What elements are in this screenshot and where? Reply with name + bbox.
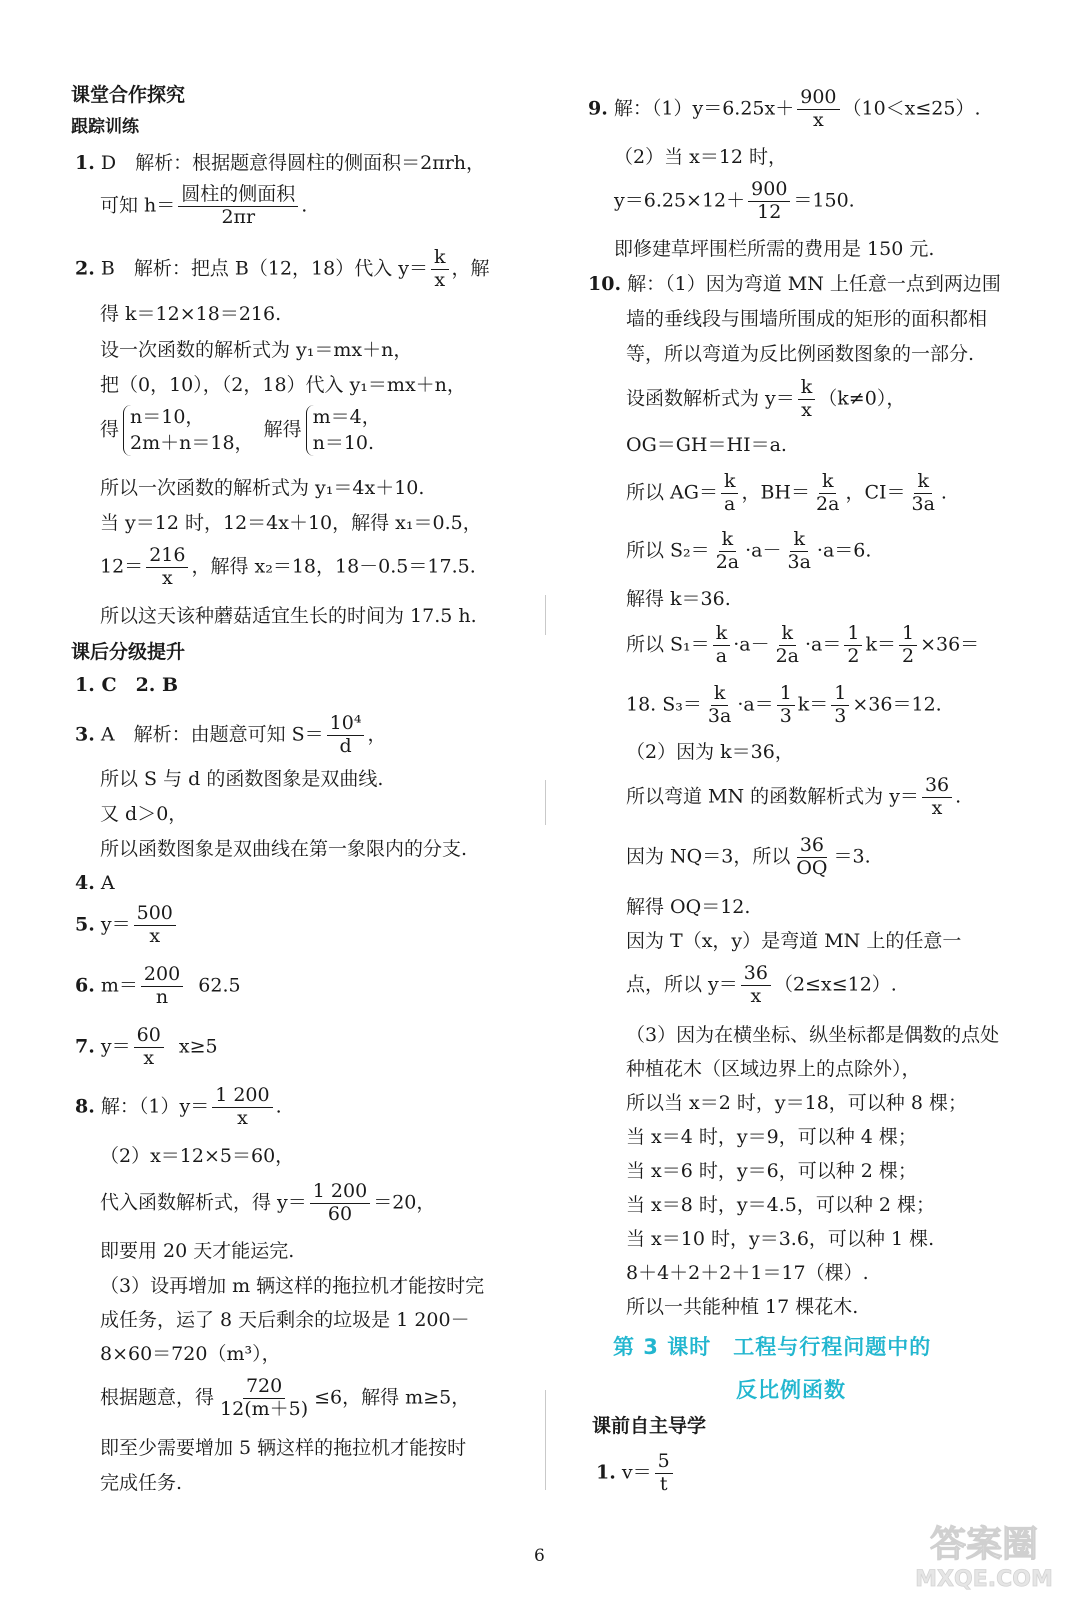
equation: m＝4， <box>312 406 381 428</box>
section-heading-pre-class: 课前自主导学 <box>592 1415 707 1437</box>
text: （10＜x≤25）. <box>842 97 981 120</box>
answer-7 <box>75 1026 218 1069</box>
text: ＝20， <box>373 1191 436 1214</box>
denominator: x <box>750 984 762 1007</box>
denominator: 3a <box>911 492 935 515</box>
answer-10-line19: 所以当 x＝2 时，y＝18，可以种 8 棵； <box>626 1092 967 1114</box>
answer-number: 8. <box>75 1095 95 1118</box>
denominator: x <box>434 268 446 291</box>
answer-2-line10: 所以这天该种蘑菇适宜生长的时间为 17.5 h. <box>100 605 477 627</box>
text: ，CI＝ <box>845 481 906 504</box>
denominator: x <box>143 1046 155 1069</box>
numerator: k <box>779 624 797 646</box>
text: . <box>955 785 962 808</box>
answer-number: 7. <box>75 1035 95 1058</box>
answer-1b <box>596 1452 676 1495</box>
answer-8-line8 <box>100 1377 470 1420</box>
text: 所以 S₂＝ <box>626 539 710 562</box>
numerator: 1 200 <box>212 1086 272 1108</box>
answer-number: 2. <box>75 257 95 280</box>
denominator: x <box>931 796 943 819</box>
answer-10-line15: 因为 T（x，y）是弯道 MN 上的任意一 <box>626 930 962 952</box>
answer-10-line17: （3）因为在横坐标、纵坐标都是偶数的点处 <box>626 1024 1000 1046</box>
fraction <box>310 1182 370 1225</box>
text: ，解 <box>451 257 490 280</box>
fraction <box>721 472 739 515</box>
fraction <box>327 714 365 757</box>
fraction <box>831 684 849 727</box>
fraction <box>922 776 952 819</box>
numerator: 5 <box>655 1452 673 1474</box>
answer-10-line16 <box>626 964 897 1007</box>
answer-10-line18: 种植花木（区域边界上的点除外）， <box>626 1058 921 1080</box>
fraction <box>178 185 298 228</box>
equation: n＝10. <box>312 431 375 454</box>
text: ·a＝ <box>737 693 774 716</box>
text: ·a－ <box>733 633 770 656</box>
denominator: 2 <box>847 644 860 667</box>
numerator: 10⁴ <box>327 714 365 736</box>
answer-8-line4: 即要用 20 天才能运完. <box>100 1240 295 1262</box>
answer-10-line5: OG＝GH＝HI＝a. <box>626 434 787 456</box>
fraction <box>134 904 176 947</box>
text: 解：（1）y＝ <box>100 1095 210 1118</box>
answer-10-line6 <box>626 472 947 515</box>
answer-10-line2: 墙的垂线段与围墙所围成的矩形的面积都相 <box>626 308 988 330</box>
answer-10-line24: 8＋4＋2＋2＋1＝17（棵）. <box>626 1262 869 1284</box>
answer-10-line22: 当 x＝8 时，y＝4.5，可以种 2 棵； <box>626 1194 936 1216</box>
denominator: 12(m＋5) <box>220 1397 309 1420</box>
fraction <box>212 1086 272 1129</box>
denominator: 60 <box>327 1202 353 1225</box>
numerator: k <box>798 378 816 400</box>
answer-8-line1 <box>75 1086 282 1129</box>
answer-1-line2 <box>100 185 307 228</box>
answer-number: 9. <box>588 97 608 120</box>
lesson-title-line2: 反比例函数 <box>736 1378 846 1402</box>
answer-10-line20: 当 x＝4 时，y＝9，可以种 4 棵； <box>626 1126 917 1148</box>
section-heading-after-class: 课后分级提升 <box>71 641 186 663</box>
fraction <box>431 248 449 291</box>
section-heading-classroom: 课堂合作探究 <box>71 84 186 106</box>
answer-5 <box>75 904 179 947</box>
text: A 解析：由题意可知 S＝ <box>100 723 324 746</box>
answer-3-line2: 所以 S 与 d 的函数图象是双曲线. <box>100 768 384 790</box>
page-number: 6 <box>534 1546 545 1566</box>
numerator: k <box>431 248 449 270</box>
answer-10-line8: 解得 k＝36. <box>626 588 731 610</box>
text: ≤6，解得 m≥5， <box>314 1386 471 1409</box>
text: 可知 h＝ <box>100 194 176 217</box>
fraction <box>134 1026 164 1069</box>
numerator: 36 <box>922 776 952 798</box>
text: 因为 NQ＝3，所以 <box>626 845 791 868</box>
numerator: k <box>719 530 737 552</box>
equation-system <box>306 405 381 456</box>
denominator: 2πr <box>221 205 256 228</box>
fraction <box>899 624 917 667</box>
watermark-sub: MXQE.COM <box>915 1567 1053 1592</box>
answer-8-line6: 成任务，运了 8 天后剩余的垃圾是 1 200－ <box>100 1309 470 1331</box>
numerator: 900 <box>797 88 839 110</box>
answer-3-line1 <box>75 714 386 757</box>
denominator: 12 <box>757 200 782 223</box>
text: y＝6.25×12＋ <box>614 189 746 212</box>
numerator: 圆柱的侧面积 <box>178 185 298 207</box>
answer-number: 5. <box>75 913 95 936</box>
text: 18. S₃＝ <box>626 693 702 716</box>
text: （k≠0）， <box>818 387 906 410</box>
answer-number: 1. <box>75 152 95 174</box>
answer-10-line11: （2）因为 k＝36， <box>626 741 794 763</box>
answer-number: 1. <box>596 1461 616 1484</box>
column-divider <box>545 780 546 825</box>
text: y＝ <box>100 1035 131 1058</box>
text: 设函数解析式为 y＝ <box>626 387 795 410</box>
denominator: a <box>715 644 728 667</box>
text: 所以 S₁＝ <box>626 633 710 656</box>
text: 代入函数解析式，得 y＝ <box>100 1191 307 1214</box>
fraction <box>813 472 842 515</box>
text: . <box>275 1095 282 1118</box>
answer-2-line1 <box>75 248 490 291</box>
fraction <box>655 1452 673 1495</box>
answer-8-line9: 即至少需要增加 5 辆这样的拖拉机才能按时 <box>100 1437 467 1459</box>
fraction <box>217 1377 311 1420</box>
numerator: k <box>713 624 731 646</box>
fraction <box>793 836 830 879</box>
text: ×36＝12. <box>852 693 942 716</box>
denominator: x <box>161 566 173 589</box>
denominator: 3a <box>707 704 732 727</box>
answer-3-line3: 又 d＞0， <box>100 803 188 825</box>
watermark-text: 答案圈 <box>929 1524 1039 1565</box>
answer-2-line4: 把（0，10），（2，18）代入 y₁＝mx＋n， <box>100 374 466 396</box>
text: x≥5 <box>178 1035 218 1058</box>
numerator: 36 <box>797 836 827 858</box>
fraction <box>713 624 731 667</box>
text: 解得 <box>263 418 302 441</box>
fraction <box>713 530 742 573</box>
text: 12＝ <box>100 555 144 578</box>
equation: n＝10， <box>130 406 205 428</box>
denominator: 3 <box>834 704 847 727</box>
numerator: k <box>914 472 932 494</box>
text: 得 <box>100 418 120 441</box>
denominator: x <box>149 924 161 947</box>
answer-10-line12 <box>626 776 961 819</box>
numerator: 200 <box>141 965 183 987</box>
text: 解：（1）y＝6.25x＋ <box>613 97 795 120</box>
fraction <box>773 624 802 667</box>
lesson-title-line1: 第 3 课时 工程与行程问题中的 <box>613 1335 932 1359</box>
denominator: n <box>155 985 169 1008</box>
denominator: 2a <box>816 492 840 515</box>
answer-10-line14: 解得 OQ＝12. <box>626 896 751 918</box>
answer-8-line7: 8×60＝720（m³）， <box>100 1343 281 1365</box>
answer-text: D 解析：根据题意得圆柱的侧面积＝2πrh， <box>100 152 486 174</box>
answer-10-line13 <box>626 836 871 879</box>
answer-10-line9 <box>626 624 979 667</box>
fraction <box>705 684 734 727</box>
answer-2-line7: 所以一次函数的解析式为 y₁＝4x＋10. <box>100 477 425 499</box>
text: ＝150. <box>793 189 855 212</box>
denominator: x <box>801 398 812 421</box>
numerator: 60 <box>134 1026 164 1048</box>
fraction <box>141 965 183 1008</box>
text: 62.5 <box>198 974 241 997</box>
answer-10-line23: 当 x＝10 时，y＝3.6，可以种 1 棵. <box>626 1228 935 1250</box>
denominator: a <box>724 492 736 515</box>
denominator: d <box>339 734 352 757</box>
answer-3-line4: 所以函数图象是双曲线在第一象限内的分支. <box>100 838 468 860</box>
numerator: 1 <box>831 684 849 706</box>
text: ·a＝6. <box>816 539 872 562</box>
equation: 2m＋n＝18， <box>130 431 254 454</box>
answer-10-line10 <box>626 684 942 727</box>
answer-6 <box>75 965 241 1008</box>
text: B 解析：把点 B（12，18）代入 y＝ <box>100 257 428 280</box>
answer-10-line1 <box>588 273 1001 297</box>
column-divider <box>545 595 546 635</box>
text: ·a＝ <box>805 633 842 656</box>
fraction <box>777 684 795 727</box>
fraction <box>908 472 937 515</box>
answer-10-line21: 当 x＝6 时，y＝6，可以种 2 棵； <box>626 1160 917 1182</box>
answer-10-line25: 所以一共能种植 17 棵花木. <box>626 1296 859 1318</box>
fraction <box>784 530 813 573</box>
denominator: OQ <box>796 856 828 879</box>
text: ，BH＝ <box>741 481 811 504</box>
denominator: 3a <box>787 550 811 573</box>
answers-1-2: 1. C 2. B <box>75 674 179 696</box>
text: 所以 AG＝ <box>626 481 718 504</box>
text: v＝ <box>621 1461 652 1484</box>
numerator: 720 <box>243 1377 285 1399</box>
text: ×36＝ <box>920 633 980 656</box>
text: ·a－ <box>745 539 782 562</box>
equation-system <box>123 405 254 456</box>
numerator: k <box>819 472 837 494</box>
answer-8-line10: 完成任务. <box>100 1472 183 1494</box>
answer-2-line8: 当 y＝12 时，12＝4x＋10，解得 x₁＝0.5， <box>100 512 482 534</box>
numerator: k <box>790 530 808 552</box>
text: k＝ <box>865 633 896 656</box>
denominator: 2a <box>775 644 799 667</box>
numerator: k <box>711 684 729 706</box>
text: k＝ <box>797 693 829 716</box>
fraction <box>798 378 816 421</box>
answer-9-line1 <box>588 88 981 131</box>
numerator: 1 <box>844 624 862 646</box>
numerator: 500 <box>134 904 176 926</box>
text: y＝ <box>100 913 131 936</box>
fraction <box>844 624 862 667</box>
answer-2-system <box>100 405 385 456</box>
text: 解：（1）因为弯道 MN 上任意一点到两边围 <box>627 273 1001 295</box>
answer-10-line4 <box>626 378 905 421</box>
answer-9-line2: （2）当 x＝12 时， <box>614 146 788 168</box>
answer-number: 6. <box>75 974 95 997</box>
text: ＝3. <box>833 845 871 868</box>
numerator: k <box>721 472 739 494</box>
text: m＝ <box>100 974 138 997</box>
answer-10-line7 <box>626 530 871 573</box>
fraction <box>748 180 790 223</box>
answer-8-line5: （3）设再增加 m 辆这样的拖拉机才能按时完 <box>100 1275 485 1297</box>
watermark-logo <box>902 1510 1067 1595</box>
answer-8-line2: （2）x＝12×5＝60， <box>100 1145 295 1167</box>
answer-10-line3: 等，所以弯道为反比例函数图象的一部分. <box>626 343 975 365</box>
denominator: t <box>659 1472 668 1495</box>
answer-text: A <box>100 872 115 894</box>
denominator: 2 <box>901 644 915 667</box>
text: （2≤x≤12）. <box>773 973 897 996</box>
denominator: x <box>813 108 824 131</box>
answer-number: 3. <box>75 723 95 746</box>
numerator: 1 200 <box>310 1182 370 1204</box>
numerator: 1 <box>777 684 795 706</box>
answer-2-line3: 设一次函数的解析式为 y₁＝mx＋n， <box>100 339 413 361</box>
subheading-tracking-practice: 跟踪训练 <box>71 117 139 137</box>
answer-number: 4. <box>75 872 95 894</box>
column-divider <box>545 1390 546 1490</box>
text: 点，所以 y＝ <box>626 973 738 996</box>
text: . <box>940 481 947 504</box>
answer-9-line4: 即修建草坪围栏所需的费用是 150 元. <box>614 238 935 260</box>
denominator: 3 <box>779 704 792 727</box>
answer-8-line3 <box>100 1182 435 1225</box>
answer-4 <box>75 872 115 896</box>
text: 所以弯道 MN 的函数解析式为 y＝ <box>626 785 919 808</box>
fraction <box>741 964 771 1007</box>
answer-2-line2: 得 k＝12×18＝216. <box>100 303 282 325</box>
answer-9-line3 <box>614 180 855 223</box>
answer-number: 10. <box>588 273 622 295</box>
denominator: x <box>237 1106 248 1129</box>
text: ， <box>367 723 387 746</box>
text: . <box>301 194 308 217</box>
numerator: 900 <box>748 180 790 202</box>
numerator: 36 <box>741 964 771 986</box>
text: 根据题意，得 <box>100 1386 215 1409</box>
text: ，解得 x₂＝18，18－0.5＝17.5. <box>191 555 476 578</box>
numerator: 216 <box>146 546 188 568</box>
answer-1-line1 <box>75 152 485 176</box>
denominator: 2a <box>715 550 740 573</box>
fraction <box>797 88 839 131</box>
answer-2-line9 <box>100 546 476 589</box>
numerator: 1 <box>899 624 917 646</box>
fraction <box>146 546 188 589</box>
